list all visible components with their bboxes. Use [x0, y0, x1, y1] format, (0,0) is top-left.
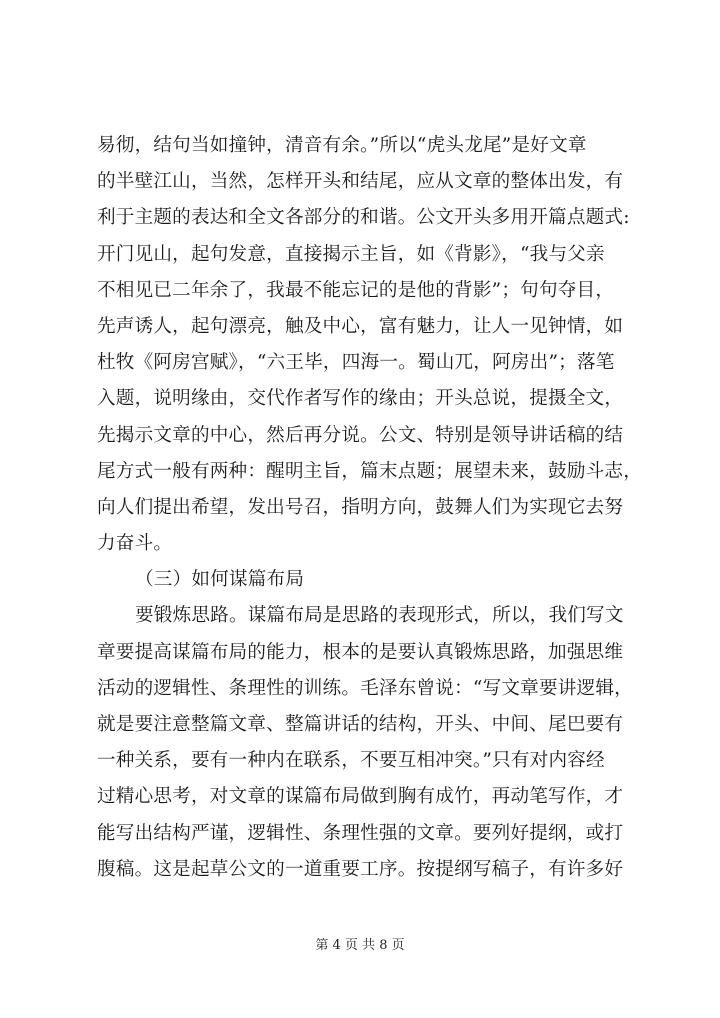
text-line: 章要提高谋篇布局的能力，根本的是要认真锻炼思路，加强思维: [97, 641, 624, 663]
text-line: 向人们提出希望，发出号召，指明方向，鼓舞人们为实现它去努: [97, 496, 624, 518]
text-line: 易彻，结句当如撞钟，清音有余。”所以“虎头龙尾”是好文章: [97, 135, 587, 156]
body-text: [97, 128, 643, 888]
text-line: 入题，说明缘由，交代作者写作的缘由；开头总说，提摄全文，: [97, 388, 624, 410]
text-line: 杜牧《阿房宫赋》，“六王毕，四海一。蜀山兀，阿房出”；落笔: [97, 352, 615, 374]
text-line: 能写出结构严谨，逻辑性、条理性强的文章。要列好提纲，或打: [97, 822, 624, 844]
text-line: 开门见山，起句发意，直接揭示主旨，如《背影》，“我与父亲: [97, 243, 605, 265]
text-line: 不相见已二年余了，我最不能忘记的是他的背影”；句句夺目，: [97, 279, 615, 301]
section-heading: （三）如何谋篇布局: [135, 569, 305, 591]
text-line: 利于主题的表达和全文各部分的和谐。公文开头多用开篇点题式:: [97, 207, 630, 229]
text-line: 活动的逻辑性、条理性的训练。毛泽东曾说：“写文章要讲逻辑，: [97, 677, 633, 699]
text-line: 先揭示文章的中心，然后再分说。公文、特别是领导讲话稿的结: [97, 424, 624, 446]
text-line: 先声诱人，起句漂亮，触及中心，富有魅力，让人一见钟情，如: [97, 315, 624, 337]
paragraph-start: 要锻炼思路。谋篇布局是思路的表现形式，所以，我们写文: [135, 605, 624, 627]
page-number: 第 4 页 共 8 页: [315, 938, 405, 953]
page-footer: [0, 936, 720, 956]
text-line: 就是要注意整篇文章、整篇讲话的结构，开头、中间、尾巴要有: [97, 714, 624, 735]
text-line: 一种关系，要有一种内在联系，不要互相冲突。”只有对内容经: [97, 750, 605, 772]
text-line: 腹稿。这是起草公文的一道重要工序。按提纲写稿子，有许多好: [97, 858, 624, 880]
text-line: 尾方式一般有两种：醒明主旨，篇末点题；展望未来，鼓励斗志，: [97, 460, 643, 482]
text-line: 的半壁江山，当然，怎样开头和结尾，应从文章的整体出发，有: [97, 171, 624, 193]
text-line: 力奋斗。: [97, 533, 173, 555]
text-line: 过精心思考，对文章的谋篇布局做到胸有成竹，再动笔写作，才: [97, 786, 624, 808]
